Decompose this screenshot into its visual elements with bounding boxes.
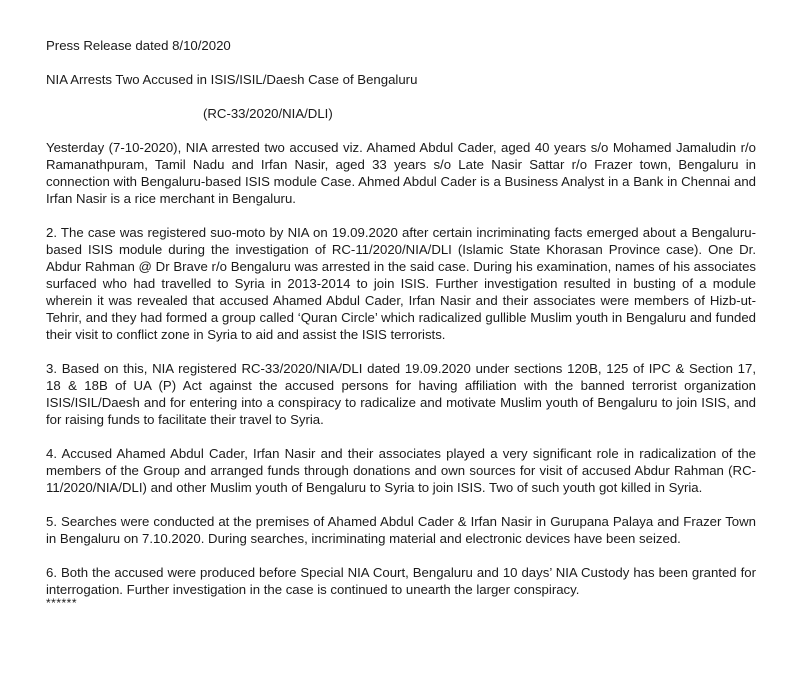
press-release-document: [46, 37, 756, 609]
paragraph-fir-sections: 3. Based on this, NIA registered RC-33/2020/NIA/DLI dated 19.09.2020 under sections 120B, 125 of IPC & Section 17, 18 & 18B of UA (P) Act against the accused persons for having affiliation with the banned terrorist organization ISIS/ISIL/Daesh and for entering into a conspiracy to radicalize and motivate Muslim youth of Bengaluru to join ISIS, and for raising funds to facilitate their travel to Syria.: [46, 361, 756, 427]
press-release-headline: NIA Arrests Two Accused in ISIS/ISIL/Daesh Case of Bengaluru: [46, 72, 418, 87]
paragraph-case-registration: 2. The case was registered suo-moto by NIA on 19.09.2020 after certain incriminating facts emerged about a Bengaluru-based ISIS module during the investigation of RC-11/2020/NIA/DLI (Islamic State Khorasan Province case). One Dr. Abdur Rahman @ Dr Brave r/o Bengaluru was arrested in the said case. During his examination, names of his associates surfaced who had travelled to Syria in 2013-2014 to join ISIS. Further investigation resulted in busting of a module wherein it was revealed that accused Ahamed Abdul Cader, Irfan Nasir and their associates were members of Hizb-ut-Tehrir, and they had formed a group called ‘Quran Circle’ which radicalized gullible Muslim youth in Bengaluru and funded their visit to conflict zone in Syria to aid and assist the ISIS terrorists.: [46, 225, 756, 342]
paragraph-custody: 6. Both the accused were produced before Special NIA Court, Bengaluru and 10 days’ NIA Custody has been granted for interrogation. Further investigation in the case is continued to unearth the larger conspiracy.: [46, 565, 756, 597]
end-of-document-marker: ******: [46, 596, 78, 610]
press-release-date: Press Release dated 8/10/2020: [46, 38, 231, 53]
case-reference: (RC-33/2020/NIA/DLI): [203, 106, 333, 121]
paragraph-arrest-details: Yesterday (7-10-2020), NIA arrested two accused viz. Ahamed Abdul Cader, aged 40 years s/o Mohamed Jamaludin r/o Ramanathpuram, Tamil Nadu and Irfan Nasir, aged 33 years s/o Late Nasir Sattar r/o Frazer town, Bengaluru in connection with Bengaluru-based ISIS module Case. Ahmed Abdul Cader is a Business Analyst in a Bank in Chennai and Irfan Nasir is a rice merchant in Bengaluru.: [46, 140, 756, 206]
paragraph-accused-role: 4. Accused Ahamed Abdul Cader, Irfan Nasir and their associates played a very significant role in radicalization of the members of the Group and arranged funds through donations and own sources for visit of accused Abdur Rahman (RC-11/2020/NIA/DLI) and other Muslim youth of Bengaluru to Syria to join ISIS. Two of such youth got killed in Syria.: [46, 446, 756, 495]
paragraph-searches: 5. Searches were conducted at the premises of Ahamed Abdul Cader & Irfan Nasir in Gurupana Palaya and Frazer Town in Bengaluru on 7.10.2020. During searches, incriminating material and electronic devices have been seized.: [46, 514, 756, 546]
